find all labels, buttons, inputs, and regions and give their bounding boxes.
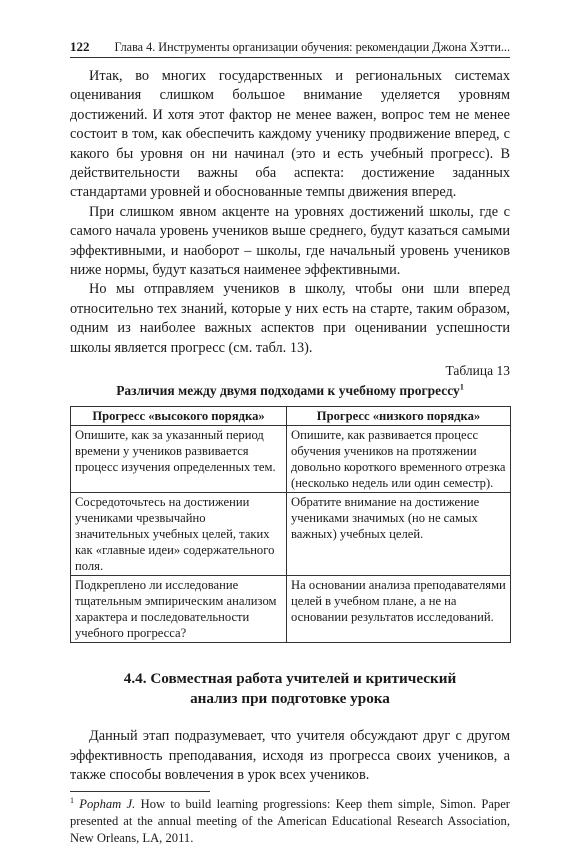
header-rule xyxy=(70,57,510,58)
table-header-row xyxy=(71,407,511,426)
table-row xyxy=(71,426,511,493)
table-cell: Обратите внимание на достижение учениками значимых (но не самых важных) учебных целей. xyxy=(287,493,511,576)
table-cell: Опишите, как развивается процесс обучения учеников на протяжении довольно короткого временного отрезка (несколько недель или один семестр). xyxy=(287,426,511,493)
table-row xyxy=(71,493,511,576)
paragraph-1: Итак, во многих государственных и региональных системах оценивания слишком большое внимание уделяется уровням достижений. И хотя этот фактор не менее важен, вопрос тем не менее состоит в том, как обеспечить каждому ученику продвижение вперед, с какого бы уровня он ни начинал (это и есть учебный прогресс). В действительности важны оба аспекта: достижение заданных стандартами уровней и обоснованные темпы движения вперед. xyxy=(70,68,510,201)
table-title-text: Различия между двумя подходами к учебному прогрессу xyxy=(116,383,460,399)
table-title xyxy=(70,382,510,400)
paragraph-2: При слишком явном акценте на уровнях достижений школы, где с самого начала уровень учеников выше среднего, будут казаться самыми эффективными, и наоборот – школы, где начальный уровень учеников ниже нормы, будут казаться наименее эффективными. xyxy=(70,203,510,279)
table-header-high-order: Прогресс «высокого порядка» xyxy=(71,407,287,426)
section-heading-line-1: 4.4. Совместная работа учителей и критический xyxy=(123,670,457,688)
table-cell: Опишите, как за указанный период времени у учеников развивается процесс изучения определенных тем. xyxy=(71,426,287,493)
table-cell: Подкреплено ли исследование тщательным эмпирическим анализом характера и последовательности учебного прогресса? xyxy=(71,576,287,643)
comparison-table xyxy=(70,406,511,643)
table-caption: Таблица 13 xyxy=(445,363,510,379)
footnote xyxy=(70,796,510,847)
running-header xyxy=(70,38,510,56)
footnote-text: How to build learning progressions: Keep them simple, Simon. Paper presented at the annual meeting of the American Educational Research Association, New Orleans, LA, 2011. xyxy=(70,797,510,846)
table-header-low-order: Прогресс «низкого порядка» xyxy=(287,407,511,426)
section-heading-line-2: анализ при подготовке урока xyxy=(190,690,390,708)
table-row xyxy=(71,576,511,643)
table-title-footnote-mark: 1 xyxy=(459,382,464,392)
section-heading xyxy=(70,669,510,709)
page-body xyxy=(70,67,510,847)
footnote-mark: 1 xyxy=(70,796,74,806)
table-cell: Сосредоточьтесь на достижении учениками чрезвычайно значительных учебных целей, таких как «главные идеи» содержательного поля. xyxy=(71,493,287,576)
paragraph-3: Но мы отправляем учеников в школу, чтобы они шли вперед относительно тех знаний, которые у них есть на старте, таким образом, одним из наиболее важных аспектов при оценивании успешности школы является прогресс (см. табл. 13). xyxy=(70,281,510,356)
table-cell: На основании анализа преподавателями целей в учебном плане, а не на основании результатов исследований. xyxy=(287,576,511,643)
section-paragraph: Данный этап подразумевает, что учителя обсуждают друг с другом эффективность преподавания, исходя из прогресса своих учеников, а также способы вовлечения в урок всех учеников. xyxy=(70,728,510,783)
page-number: 122 xyxy=(70,39,90,54)
chapter-title: Глава 4. Инструменты организации обучения: рекомендации Джона Хэтти... xyxy=(114,40,510,54)
footnote-rule xyxy=(70,791,210,792)
footnote-author: Popham J. xyxy=(79,797,136,812)
